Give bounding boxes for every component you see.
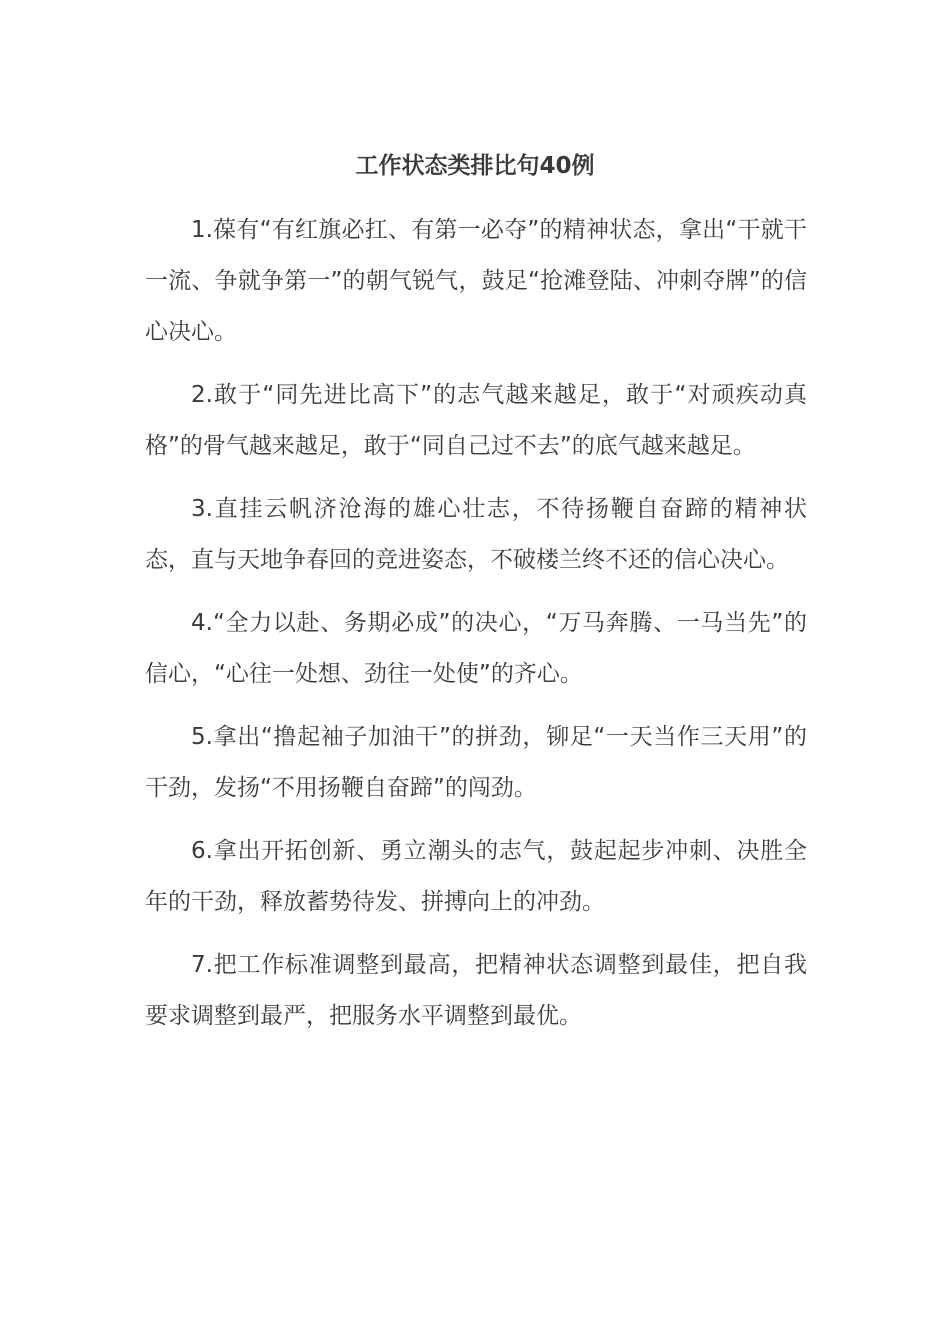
paragraph-1: 1.葆有“有红旗必扛、有第一必夺”的精神状态，拿出“干就干一流、争就争第一”的朝气锐气，鼓足“抢滩登陆、冲刺夺牌”的信心决心。 xyxy=(145,217,807,345)
paragraph-2: 2.敢于“同先进比高下”的志气越来越足，敢于“对顽疾动真格”的骨气越来越足，敢于“同自己过不去”的底气越来越足。 xyxy=(145,382,807,459)
document-body xyxy=(145,205,807,1054)
paragraph-3: 3.直挂云帆济沧海的雄心壮志，不待扬鞭自奋蹄的精神状态，直与天地争春回的竞进姿态，不破楼兰终不还的信心决心。 xyxy=(145,496,807,573)
document-title: 工作状态类排比句40例 xyxy=(355,153,595,179)
paragraph-6: 6.拿出开拓创新、勇立潮头的志气，鼓起起步冲刺、决胜全年的干劲，释放蓄势待发、拼搏向上的冲劲。 xyxy=(145,838,807,915)
paragraph-5: 5.拿出“撸起袖子加油干”的拼劲，铆足“一天当作三天用”的干劲，发扬“不用扬鞭自奋蹄”的闯劲。 xyxy=(145,724,807,801)
paragraph-7: 7.把工作标准调整到最高，把精神状态调整到最佳，把自我要求调整到最严，把服务水平调整到最优。 xyxy=(145,952,807,1029)
paragraph-4: 4.“全力以赴、务期必成”的决心，“万马奔腾、一马当先”的信心，“心往一处想、劲往一处使”的齐心。 xyxy=(145,610,807,687)
